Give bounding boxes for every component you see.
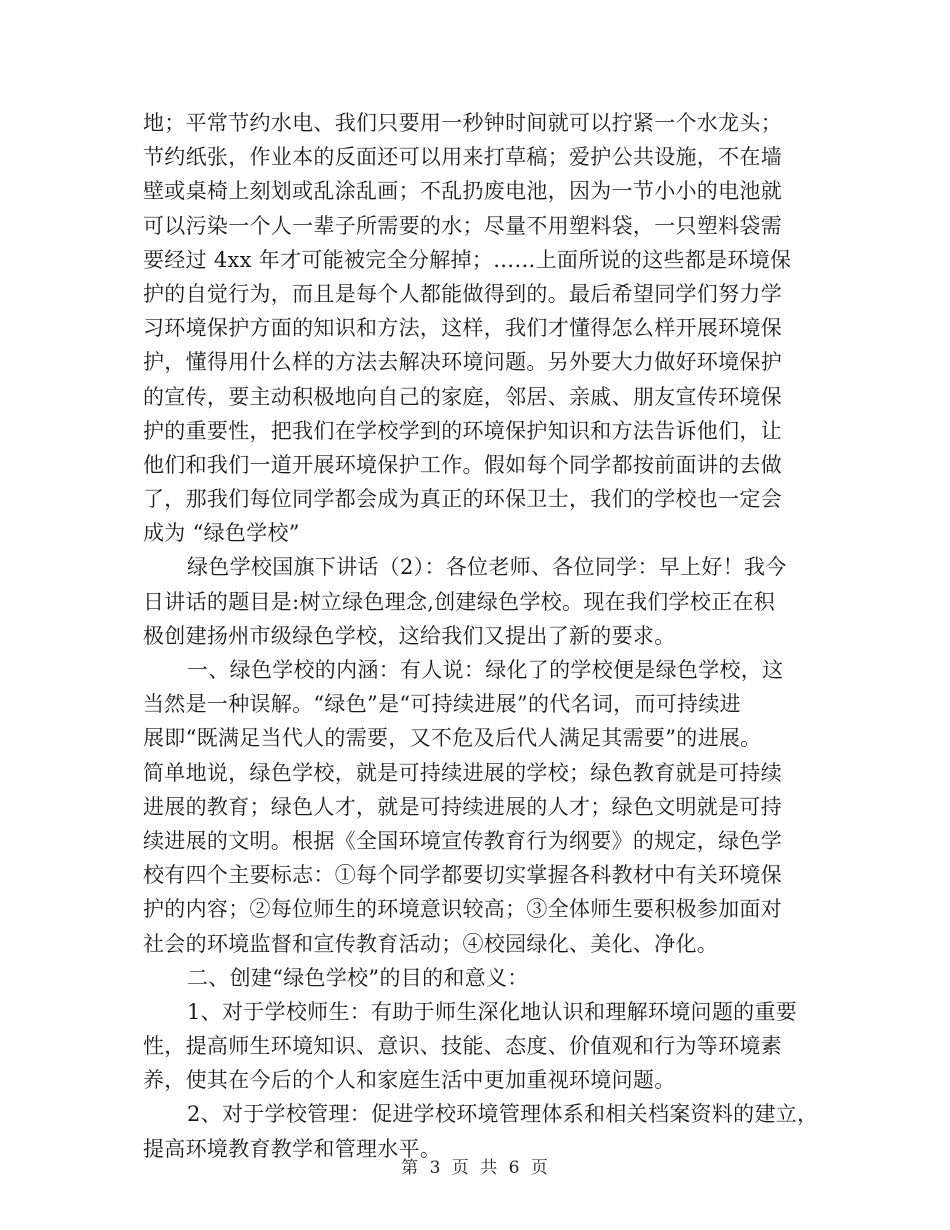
text-line: 他们和我们一道开展环境保护工作。假如每个同学都按前面讲的去做 [143, 452, 782, 477]
text-line: 日讲话的题目是:树立绿色理念,创建绿色学校。现在我们学校正在积 [143, 589, 776, 614]
text-line: 养，使其在今后的个人和家庭生活中更加重视环境问题。 [143, 1068, 676, 1093]
footer-of-word: 共 [480, 1158, 499, 1178]
text-line: 的宣传，要主动积极地向自己的家庭，邻居、亲戚、朋友宣传环境保 [143, 384, 782, 409]
text-line: 社会的环境监督和宣传教育活动；④校园绿化、美化、净化。 [143, 931, 719, 956]
footer-page-word: 页 [451, 1158, 470, 1178]
paragraph-start-line: 绿色学校国旗下讲话（2）：各位老师、各位同学：早上好！我今 [187, 555, 787, 580]
text-line: 续进展的文明。根据《全国环境宣传教育行为纲要》的规定，绿色学 [143, 828, 782, 853]
total-pages-number: 6 [508, 1158, 521, 1178]
text-line: 地；平常节约水电、我们只要用一秒钟时间就可以拧紧一个水龙头； [143, 111, 782, 135]
footer-prefix: 第 [401, 1158, 420, 1178]
text-line: 了，那我们每位同学都会成为真正的环保卫士，我们的学校也一定会 [143, 487, 782, 512]
text-line: 护的自觉行为，而且是每个人都能做得到的。最后希望同学们努力学 [143, 281, 782, 306]
text-line: 校有四个主要标志：①每个同学都要切实掌握各科教材中有关环境保 [143, 863, 782, 888]
text-line: 当然是一种误解。“绿色”是“可持续进展”的代名词，而可持续进 [143, 692, 741, 717]
document-body [143, 106, 823, 1166]
text-line: 进展的教育；绿色人才，就是可持续进展的人才；绿色文明就是可持 [143, 794, 782, 819]
text-line: 壁或桌椅上刻划或乱涂乱画；不乱扔废电池，因为一节小小的电池就 [143, 179, 782, 204]
text-line: 展即“既满足当代人的需要，又不危及后代人满足其需要”的进展。 [143, 726, 762, 751]
text-line: 习环境保护方面的知识和方法，这样，我们才懂得怎么样开展环境保 [143, 316, 782, 341]
footer-suffix: 页 [530, 1158, 549, 1178]
text-line: 性，提高师生环境知识、意识、技能、态度、价值观和行为等环境素 [143, 1034, 782, 1059]
current-page-number: 3 [429, 1158, 442, 1178]
page-footer [0, 1153, 950, 1178]
text-line: 护的内容；②每位师生的环境意识较高；③全体师生要积极参加面对 [143, 897, 782, 922]
text-line: 节约纸张，作业本的反面还可以用来打草稿；爱护公共设施，不在墙 [143, 145, 782, 170]
text-line: 护的重要性，把我们在学校学到的环境保护知识和方法告诉他们，让 [143, 418, 782, 443]
text-line: 成为 “绿色学校” [143, 521, 300, 546]
text-line: 提高环境教育教学和管理水平。 [143, 1136, 442, 1161]
paragraph-start-line: 1、对于学校师生：有助于师生深化地认识和理解环境问题的重要 [187, 999, 798, 1024]
paragraph-start-line: 一、绿色学校的内涵：有人说：绿化了的学校便是绿色学校，这 [187, 658, 784, 682]
paragraph-start-line: 2、对于学校管理：促进学校环境管理体系和相关档案资料的建立， [187, 1102, 819, 1127]
text-line: 简单地说，绿色学校，就是可持续进展的学校；绿色教育就是可持续 [143, 760, 782, 785]
text-line: 极创建扬州市级绿色学校，这给我们又提出了新的要求。 [143, 623, 676, 648]
text-line: 要经过 4xx 年才可能被完全分解掉；……上面所说的这些都是环境保 [143, 247, 792, 272]
text-line: 护，懂得用什么样的方法去解决环境问题。另外要大力做好环境保护 [143, 350, 782, 375]
section-heading: 二、创建“绿色学校”的目的和意义： [187, 965, 529, 990]
text-line: 可以污染一个人一辈子所需要的水；尽量不用塑料袋，一只塑料袋需 [143, 213, 782, 238]
